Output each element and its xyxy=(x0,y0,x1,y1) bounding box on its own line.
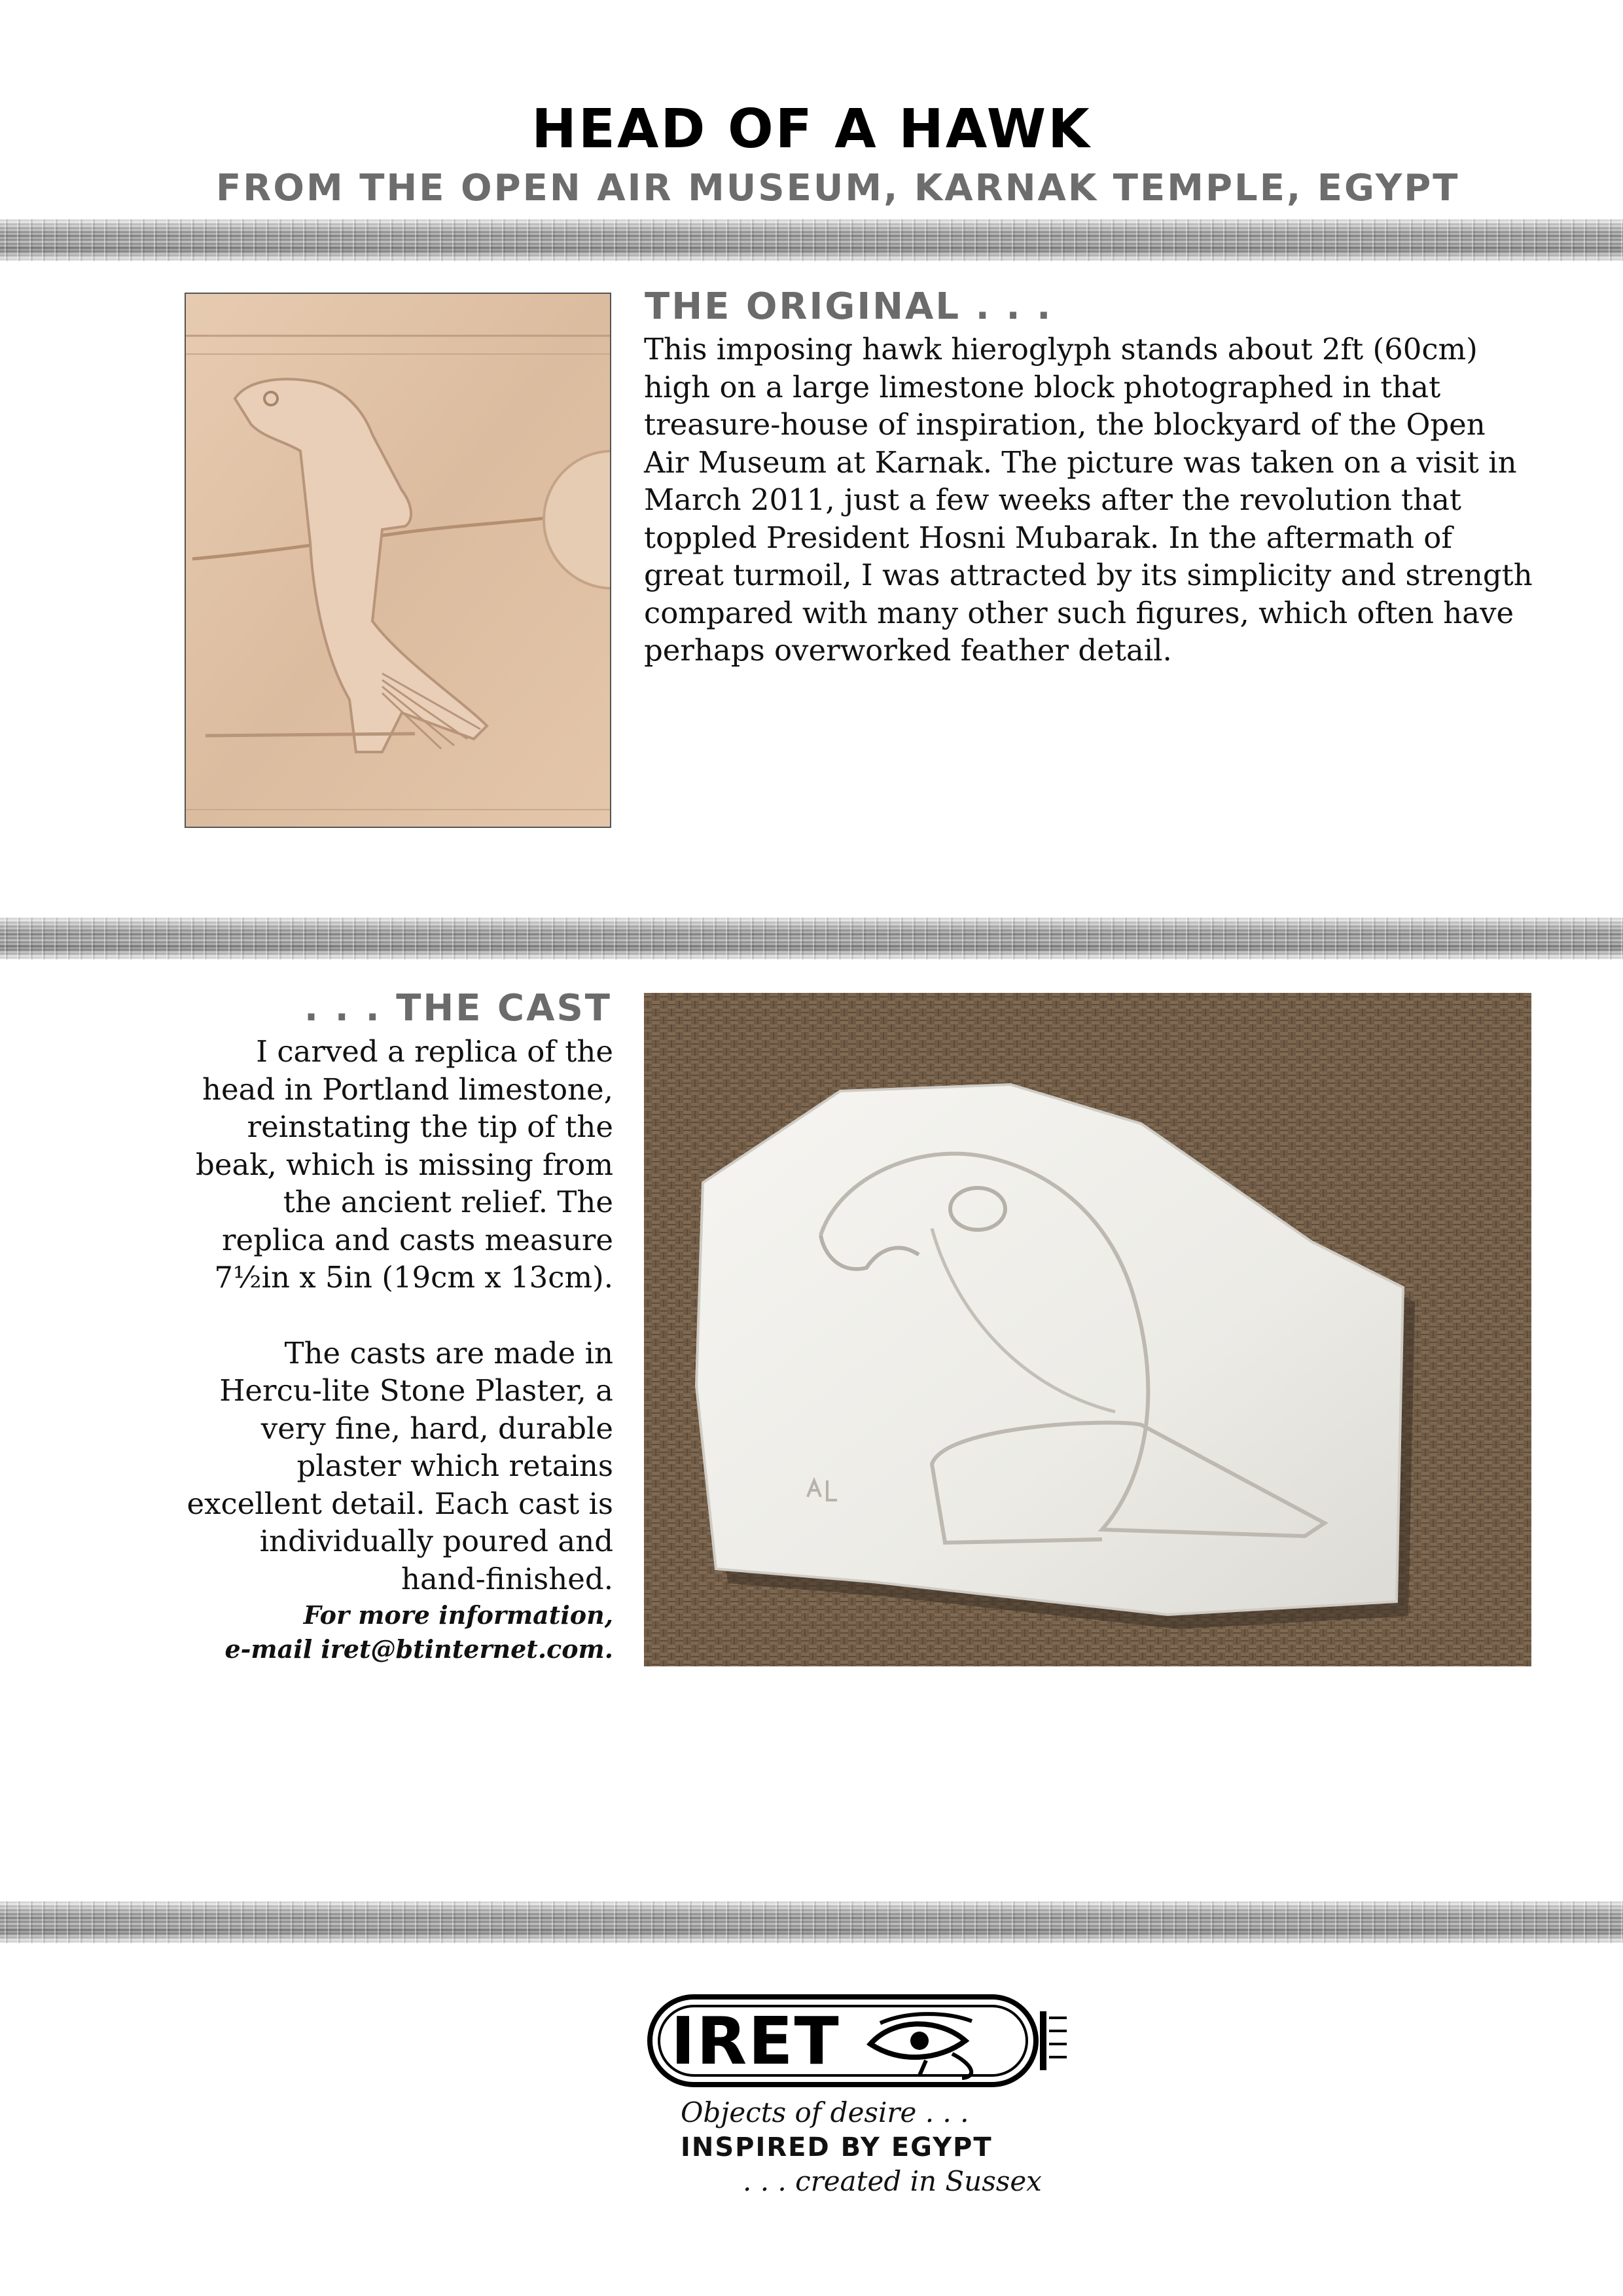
tagline-sussex: . . . created in Sussex xyxy=(743,2165,1042,2197)
contact-info xyxy=(187,1598,613,1666)
stone-divider-bottom xyxy=(0,1901,1623,1943)
stone-divider-top xyxy=(0,219,1623,261)
cast-heading: . . . THE CAST xyxy=(304,987,612,1030)
page-subtitle: FROM THE OPEN AIR MUSEUM, KARNAK TEMPLE, EGYPT xyxy=(216,167,1460,209)
hawk-relief-illustration xyxy=(186,294,611,828)
page-title: HEAD OF A HAWK xyxy=(531,98,1092,160)
contact-line-2[interactable]: e-mail iret@btinternet.com. xyxy=(224,1634,613,1664)
original-paragraph xyxy=(644,331,1537,670)
tagline-objects: Objects of desire . . . xyxy=(681,2096,969,2128)
iret-logo xyxy=(645,1992,1077,2090)
cast-paragraph-1: I carved a replica of the head in Portland limestone, reinstating the tip of the beak, which is missing from the ancient relief. The replica and casts measure 7½in x 5in (19cm x 13cm). xyxy=(196,1034,613,1295)
contact-line-1: For more information, xyxy=(303,1600,613,1630)
logo-text: IRET xyxy=(671,2003,840,2079)
cast-paragraph-2: The casts are made in Hercu-lite Stone Plaster, a very fine, hard, durable plaster which retains excellent detail. Each cast is individually poured and hand-finished. xyxy=(187,1335,613,1596)
original-text: This imposing hawk hieroglyph stands about 2ft (60cm) high on a large limestone block photographed in that treasure-house of inspiration, the blockyard of the Open Air Museum at Karnak. The picture was taken on a visit in March 2011, just a few weeks after the revolution that toppled President Hosni Mubarak. In the aftermath of great turmoil, I was attracted by its simplicity and strength compared with many other such figures, which often have perhaps overworked feather detail. xyxy=(644,332,1533,668)
cast-text-block xyxy=(187,1033,613,1598)
original-heading: THE ORIGINAL . . . xyxy=(645,285,1053,328)
original-relief-photo xyxy=(185,293,611,828)
plaster-cast-illustration xyxy=(644,993,1531,1666)
cast-photo xyxy=(644,993,1531,1666)
stone-divider-middle xyxy=(0,918,1623,960)
tagline-inspired: INSPIRED BY EGYPT xyxy=(681,2132,993,2162)
